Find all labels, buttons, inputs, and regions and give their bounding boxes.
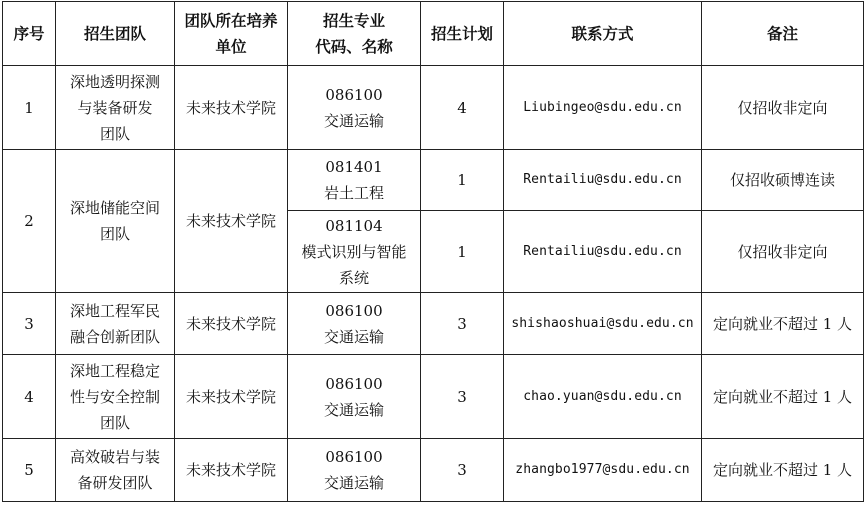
note-cell: 仅招收非定向: [702, 66, 864, 150]
seq-cell: 1: [3, 66, 56, 150]
team-cell: [56, 439, 175, 502]
plan-cell: 1: [421, 211, 504, 293]
header-major: [288, 2, 421, 66]
header-team: [56, 2, 175, 66]
note-cell: 定向就业不超过 1 人: [702, 439, 864, 502]
unit-cell: 未来技术学院: [175, 439, 288, 502]
team-line: 深地工程稳定: [69, 361, 160, 380]
contact-email[interactable]: Rentailiu@sdu.edu.cn: [504, 211, 702, 293]
team-line: 团队: [99, 413, 130, 432]
header-row: [3, 2, 864, 66]
unit-cell: 未来技术学院: [175, 355, 288, 439]
major-code: 086100: [325, 448, 383, 466]
major-name: 交通运输: [323, 400, 384, 419]
header-seq: 序号: [3, 2, 56, 66]
table-row: [3, 439, 864, 502]
contact-email[interactable]: chao.yuan@sdu.edu.cn: [504, 355, 702, 439]
major-code: 081401: [325, 158, 383, 176]
header-team-line: 招生团队: [83, 23, 146, 43]
header-contact-line: 联系方式: [571, 23, 634, 43]
contact-email[interactable]: Liubingeo@sdu.edu.cn: [504, 66, 702, 150]
seq-cell: 2: [3, 150, 56, 293]
major-code: 081104: [325, 216, 383, 235]
major-code: 086100: [325, 301, 383, 320]
major-code: 086100: [325, 85, 383, 104]
header-plan-line: 招生计划: [430, 23, 493, 43]
major-cell: [288, 66, 421, 150]
team-line: 团队: [99, 225, 130, 243]
header-plan: [421, 2, 504, 66]
contact-email[interactable]: zhangbo1977@sdu.edu.cn: [504, 439, 702, 502]
team-line: 深地工程军民: [69, 301, 160, 320]
plan-cell: 3: [421, 439, 504, 502]
seq-cell: 5: [3, 439, 56, 502]
major-name: 岩土工程: [323, 184, 384, 202]
header-note: [702, 2, 864, 66]
note-cell: 仅招收硕博连读: [702, 150, 864, 211]
unit-cell: 未来技术学院: [175, 293, 288, 355]
team-line: 团队: [99, 124, 130, 143]
unit-cell: 未来技术学院: [175, 66, 288, 150]
major-name: 交通运输: [323, 327, 384, 346]
seq-cell: 3: [3, 293, 56, 355]
table-row: [3, 355, 864, 439]
team-line: 高效破岩与装: [69, 448, 160, 466]
plan-cell: 3: [421, 355, 504, 439]
unit-cell: 未来技术学院: [175, 150, 288, 293]
team-cell: [56, 355, 175, 439]
plan-cell: 4: [421, 66, 504, 150]
team-line: 性与安全控制: [69, 387, 160, 406]
team-cell: [56, 293, 175, 355]
header-unit: [175, 2, 288, 66]
plan-cell: 3: [421, 293, 504, 355]
team-line: 与装备研发: [77, 98, 153, 117]
seq-cell: 4: [3, 355, 56, 439]
table-row: [3, 150, 864, 211]
header-contact: [504, 2, 702, 66]
major-cell: [288, 150, 421, 211]
major-cell: [288, 211, 421, 293]
major-name: 交通运输: [323, 111, 384, 130]
table-row: [3, 293, 864, 355]
contact-email[interactable]: Rentailiu@sdu.edu.cn: [504, 150, 702, 211]
major-cell: [288, 355, 421, 439]
header-unit-line: 单位: [215, 36, 247, 56]
major-cell: [288, 439, 421, 502]
recruitment-table: [2, 1, 864, 502]
header-major-line: 代码、名称: [315, 36, 393, 56]
major-name: 模式识别与智能: [301, 242, 407, 261]
team-cell: [56, 66, 175, 150]
major-code: 086100: [325, 374, 383, 393]
plan-cell: 1: [421, 150, 504, 211]
team-line: 深地储能空间: [69, 199, 160, 217]
header-note-line: 备注: [766, 23, 798, 43]
contact-email[interactable]: shishaoshuai@sdu.edu.cn: [504, 293, 702, 355]
team-cell: [56, 150, 175, 293]
team-line: 备研发团队: [77, 474, 153, 492]
table-row: [3, 66, 864, 150]
major-cell: [288, 293, 421, 355]
header-major-line: 招生专业: [322, 10, 385, 30]
major-name: 系统: [338, 268, 369, 287]
note-cell: 定向就业不超过 1 人: [702, 355, 864, 439]
header-unit-line: 团队所在培养: [184, 10, 278, 30]
note-cell: 仅招收非定向: [702, 211, 864, 293]
team-line: 融合创新团队: [69, 327, 160, 346]
team-line: 深地透明探测: [69, 72, 160, 91]
note-cell: 定向就业不超过 1 人: [702, 293, 864, 355]
major-name: 交通运输: [323, 474, 384, 492]
